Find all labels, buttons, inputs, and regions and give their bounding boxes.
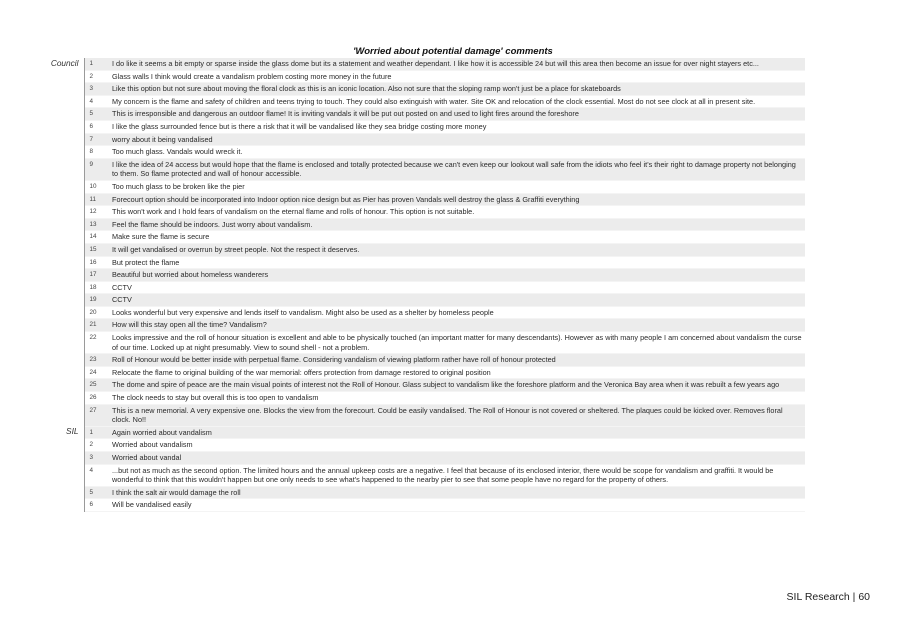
comment-row — [34, 193, 805, 206]
comment-number: 27 — [84, 404, 110, 426]
comment-number: 4 — [84, 95, 110, 108]
comment-text: I do like it seems a bit empty or sparse inside the glass dome but its a statement and weather dependant. I like how it is accessible 24 but will this area then become an issue for over night stayers etc... — [110, 58, 805, 70]
comment-number: 3 — [84, 452, 110, 465]
group-spacer — [34, 486, 84, 499]
comment-text: This is a new memorial. A very expensive one. Blocks the view from the forecourt. Could be easily vandalised. The Roll of Honour is not covered or sheltered. The plaques could be kicked over. Removes floral clock. No!! — [110, 404, 805, 426]
document-title: 'Worried about potential damage' comments — [353, 46, 553, 57]
comment-text: Looks impressive and the roll of honour situation is excellent and able to be physically touched (an important matter for many descendants). However as with many people I am concerned about vandalism the curse of our time. Locked up at night presumably. View to sound shell - not a problem. — [110, 332, 805, 354]
group-spacer — [34, 379, 84, 392]
comment-row — [34, 108, 805, 121]
comment-number: 17 — [84, 269, 110, 282]
group-spacer — [34, 256, 84, 269]
comment-text: The clock needs to stay but overall this is too open to vandalism — [110, 392, 805, 405]
comment-row — [34, 464, 805, 486]
comment-row — [34, 146, 805, 159]
comment-number: 25 — [84, 379, 110, 392]
group-spacer — [34, 392, 84, 405]
comment-number: 16 — [84, 256, 110, 269]
comment-number: 6 — [84, 120, 110, 133]
group-spacer — [34, 243, 84, 256]
comment-number: 20 — [84, 306, 110, 319]
comment-text: Make sure the flame is secure — [110, 231, 805, 244]
comment-row — [34, 452, 805, 465]
comment-number: 12 — [84, 206, 110, 219]
comment-text: Beautiful but worried about homeless wanderers — [110, 269, 805, 282]
group-label: SIL — [34, 426, 84, 439]
group-spacer — [34, 332, 84, 354]
comment-row — [34, 426, 805, 439]
comment-text: I like the glass surrounded fence but is there a risk that it will be vandalised like they sea bridge costing more money — [110, 120, 805, 133]
comment-text: Worried about vandal — [110, 452, 805, 465]
comment-text: I think the salt air would damage the roll — [110, 486, 805, 499]
comment-row — [34, 231, 805, 244]
comment-number: 5 — [84, 486, 110, 499]
group-spacer — [34, 146, 84, 159]
group-spacer — [34, 108, 84, 121]
comment-number: 24 — [84, 366, 110, 379]
comment-number: 2 — [84, 70, 110, 83]
comment-number: 1 — [84, 58, 110, 70]
comment-number: 14 — [84, 231, 110, 244]
comment-row — [34, 306, 805, 319]
group-spacer — [34, 133, 84, 146]
comment-text: Worried about vandalism — [110, 439, 805, 452]
group-spacer — [34, 281, 84, 294]
comment-row — [34, 120, 805, 133]
comment-number: 1 — [84, 426, 110, 439]
group-spacer — [34, 294, 84, 307]
comment-row — [34, 354, 805, 367]
group-label: Council — [34, 58, 84, 70]
comment-number: 2 — [84, 439, 110, 452]
comment-row — [34, 58, 805, 70]
comment-number: 15 — [84, 243, 110, 256]
comment-row — [34, 95, 805, 108]
group-spacer — [34, 206, 84, 219]
group-spacer — [34, 439, 84, 452]
comment-text: worry about it being vandalised — [110, 133, 805, 146]
group-spacer — [34, 231, 84, 244]
group-spacer — [34, 499, 84, 512]
group-spacer — [34, 354, 84, 367]
page-footer: SIL Research | 60 — [786, 591, 870, 603]
group-spacer — [34, 193, 84, 206]
comment-number: 13 — [84, 218, 110, 231]
group-spacer — [34, 83, 84, 96]
comment-text: But protect the flame — [110, 256, 805, 269]
comment-text: ...but not as much as the second option. The limited hours and the annual upkeep costs are a negative. I feel that because of its enclosed interior, there would be scope for vandalism and graffiti. It would be wonderful to think that this wouldn't happen but one only needs to see what's happened to the nearby pier to see that some people have no regard for the property of others. — [110, 464, 805, 486]
comment-text: Forecourt option should be incorporated into Indoor option nice design but as Pier has proven Vandals well destroy the glass & Graffiti everything — [110, 193, 805, 206]
comment-text: I like the idea of 24 access but would hope that the flame is enclosed and totally protected because we can't even keep our lookout wall safe from the idiots who feel it's their right to damage property not belonging to them. So flame protected and wall of honour accessible. — [110, 158, 805, 180]
comment-row — [34, 332, 805, 354]
comment-row — [34, 243, 805, 256]
comment-row — [34, 439, 805, 452]
comment-text: Like this option but not sure about moving the floral clock as this is an iconic location. Also not sure that the sloping ramp won't just be a place for skateboards — [110, 83, 805, 96]
comments-table — [34, 58, 805, 512]
comment-row — [34, 499, 805, 512]
comment-text: Roll of Honour would be better inside with perpetual flame. Considering vandalism of viewing platform rather have roll of honour protected — [110, 354, 805, 367]
comment-row — [34, 392, 805, 405]
group-spacer — [34, 120, 84, 133]
comment-number: 18 — [84, 281, 110, 294]
comment-text: Looks wonderful but very expensive and lends itself to vandalism. Might also be used as a shelter by homeless people — [110, 306, 805, 319]
group-spacer — [34, 319, 84, 332]
comment-row — [34, 294, 805, 307]
comment-number: 22 — [84, 332, 110, 354]
comment-number: 9 — [84, 158, 110, 180]
comment-row — [34, 83, 805, 96]
comment-row — [34, 133, 805, 146]
group-spacer — [34, 180, 84, 193]
comment-row — [34, 281, 805, 294]
comment-number: 8 — [84, 146, 110, 159]
group-spacer — [34, 452, 84, 465]
comment-row — [34, 158, 805, 180]
group-spacer — [34, 306, 84, 319]
comment-text: This is irresponsible and dangerous an outdoor flame! It is inviting vandals it will be put out posted on and used to light fires around the foreshore — [110, 108, 805, 121]
comment-row — [34, 366, 805, 379]
comment-row — [34, 70, 805, 83]
comment-text: Too much glass. Vandals would wreck it. — [110, 146, 805, 159]
comment-number: 21 — [84, 319, 110, 332]
comment-number: 10 — [84, 180, 110, 193]
group-spacer — [34, 366, 84, 379]
comment-number: 5 — [84, 108, 110, 121]
comment-text: Glass walls I think would create a vandalism problem costing more money in the future — [110, 70, 805, 83]
comment-row — [34, 319, 805, 332]
group-spacer — [34, 404, 84, 426]
comment-number: 19 — [84, 294, 110, 307]
comment-number: 3 — [84, 83, 110, 96]
comment-number: 23 — [84, 354, 110, 367]
group-spacer — [34, 70, 84, 83]
comment-row — [34, 218, 805, 231]
comment-number: 4 — [84, 464, 110, 486]
comment-row — [34, 486, 805, 499]
comment-text: This won't work and I hold fears of vandalism on the eternal flame and rolls of honour. This option is not suitable. — [110, 206, 805, 219]
comment-row — [34, 206, 805, 219]
comment-number: 6 — [84, 499, 110, 512]
comment-text: CCTV — [110, 281, 805, 294]
comments-table-body — [34, 58, 805, 511]
comment-text: How will this stay open all the time? Vandalism? — [110, 319, 805, 332]
comment-number: 7 — [84, 133, 110, 146]
comment-text: Too much glass to be broken like the pier — [110, 180, 805, 193]
comment-row — [34, 379, 805, 392]
comment-text: Again worried about vandalism — [110, 426, 805, 439]
comment-row — [34, 256, 805, 269]
group-spacer — [34, 218, 84, 231]
group-spacer — [34, 95, 84, 108]
comment-row — [34, 269, 805, 282]
comment-text: It will get vandalised or overrun by street people. Not the respect it deserves. — [110, 243, 805, 256]
comment-text: Feel the flame should be indoors. Just worry about vandalism. — [110, 218, 805, 231]
group-spacer — [34, 158, 84, 180]
comment-number: 11 — [84, 193, 110, 206]
group-spacer — [34, 464, 84, 486]
group-spacer — [34, 269, 84, 282]
comment-text: The dome and spire of peace are the main visual points of interest not the Roll of Honour. Glass subject to vandalism like the foreshore platform and the Veronica Bay area when it was rebuilt a few years ago — [110, 379, 805, 392]
comment-text: Relocate the flame to original building of the war memorial: offers protection from damage restored to original position — [110, 366, 805, 379]
comment-text: CCTV — [110, 294, 805, 307]
comment-row — [34, 180, 805, 193]
comment-text: My concern is the flame and safety of children and teens trying to touch. They could also extinguish with water. Site OK and relocation of the clock essential. Most do not see clock at all in present site. — [110, 95, 805, 108]
comment-row — [34, 404, 805, 426]
comment-text: Will be vandalised easily — [110, 499, 805, 512]
comment-number: 26 — [84, 392, 110, 405]
